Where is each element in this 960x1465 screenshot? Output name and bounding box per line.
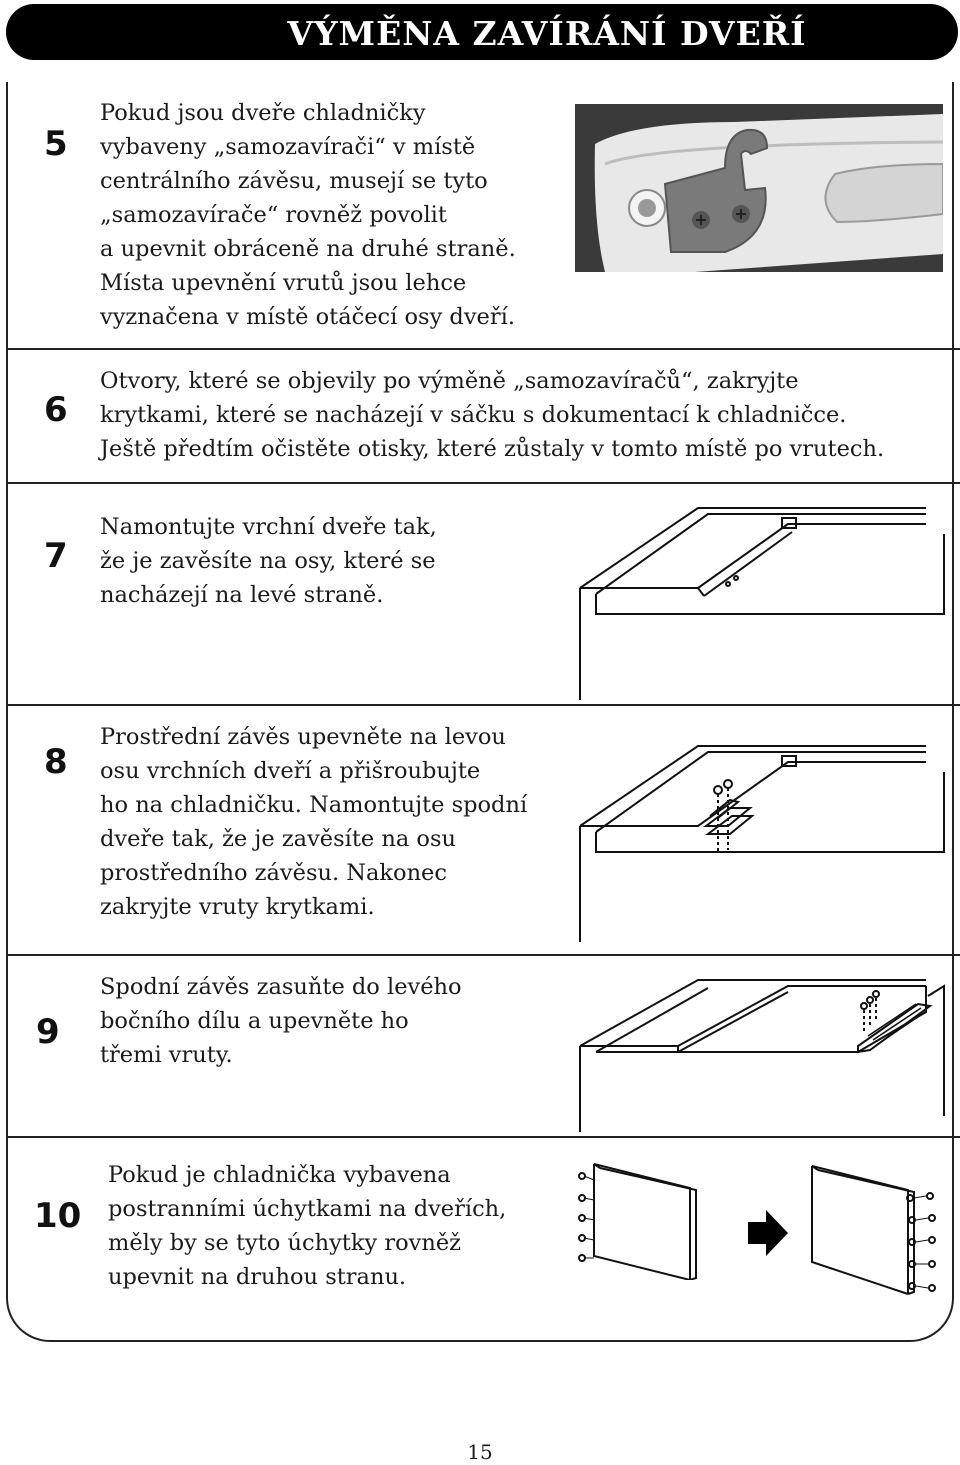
middle-hinge-diagram (578, 742, 948, 942)
step-number: 10 (34, 1196, 82, 1236)
divider (6, 1136, 960, 1138)
step-number: 8 (44, 742, 68, 782)
step-text: Pokud je chladnička vybavena postranními úchytkami na dveřích, měly by se tyto úchytky rovněž upevnit na druhou stranu. (108, 1162, 507, 1290)
step-text: Prostřední závěs upevněte na levou osu vrchních dveří a přišroubujte ho na chladničku. Namontujte spodní dveře tak, že je zavěsíte na osu prostředního závěsu. Nakonec zakryjte vruty krytkami. (100, 724, 528, 920)
divider (6, 348, 960, 350)
step-text: Pokud jsou dveře chladničky vybaveny „samozavírači“ v místě centrálního závěsu, musejí se tyto „samozavírače“ rovněž povolit a upevnit obráceně na druhé straně. Místa upevnění vrutů jsou lehce vyznačena v místě otáčecí osy dveří. (100, 100, 516, 330)
step-number: 7 (44, 536, 68, 576)
divider (6, 704, 960, 706)
step-number: 5 (44, 124, 68, 164)
door-handle-after-diagram (802, 1162, 952, 1298)
bottom-hinge-diagram (578, 976, 948, 1132)
title-bar (6, 4, 958, 60)
door-closer-photo (575, 104, 943, 272)
page-title: VÝMĚNA ZAVÍRÁNÍ DVEŘÍ (287, 14, 807, 53)
divider (6, 482, 960, 484)
step-text: Otvory, které se objevily po výměně „samozavíračů“, zakryjte krytkami, které se nacházejí v sáčku s dokumentací k chladničce. Ještě předtím očistěte otisky, které zůstaly v tomto místě po vrutech. (100, 368, 885, 462)
step-number: 6 (44, 390, 68, 430)
page-number: 15 (467, 1440, 493, 1464)
step-text: Namontujte vrchní dveře tak, že je zavěsíte na osy, které se nacházejí na levé straně. (100, 514, 437, 608)
divider (6, 954, 960, 956)
arrow-right-icon (748, 1210, 788, 1256)
step-text: Spodní závěs zasuňte do levého bočního dílu a upevněte ho třemi vruty. (100, 974, 462, 1068)
door-hinge-diagram (578, 504, 948, 700)
step-number: 9 (36, 1012, 60, 1052)
door-handle-before-diagram (574, 1160, 708, 1280)
